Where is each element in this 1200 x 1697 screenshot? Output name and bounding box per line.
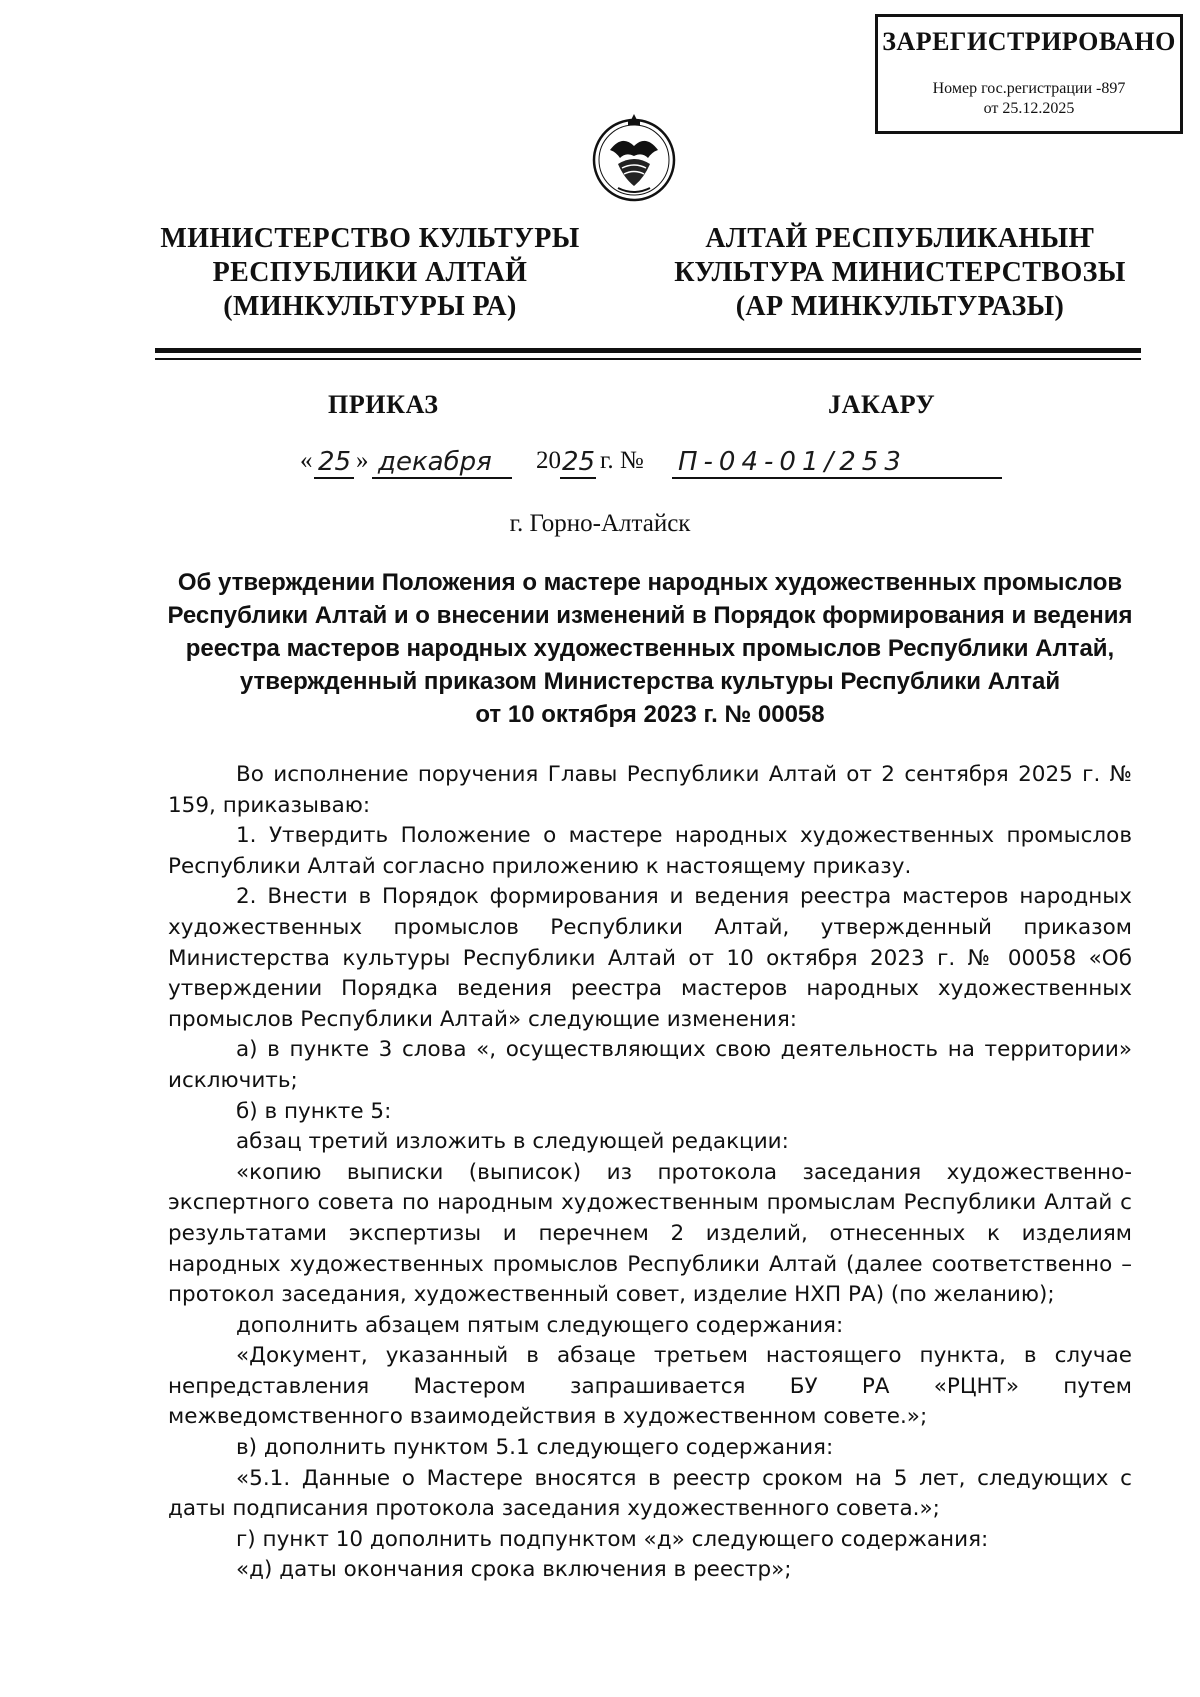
stamp-reg-date: от 25.12.2025 bbox=[983, 100, 1075, 117]
paragraph: б) в пункте 5: bbox=[236, 1098, 392, 1124]
header-line: АЛТАЙ РЕСПУБЛИКАНЫҤ bbox=[705, 223, 1095, 254]
header-divider-thin bbox=[155, 358, 1141, 360]
stamp-reg-number: Номер гос.регистрации -897 bbox=[932, 80, 1126, 97]
paragraph: «5.1. Данные о Мастере вносятся в реестр сроком на 5 лет, следующих с даты подписания протокола заседания художественного совета.»; bbox=[168, 1465, 1132, 1522]
title-line: утвержденный приказом Министерства культуры Республики Алтай bbox=[239, 668, 1061, 695]
year-tail: г. № bbox=[600, 447, 644, 474]
doc-type-russian: ПРИКАЗ bbox=[328, 390, 439, 419]
quote-close: » bbox=[356, 447, 369, 474]
paragraph: в) дополнить пунктом 5.1 следующего содержания: bbox=[236, 1435, 834, 1461]
city: г. Горно-Алтайск bbox=[509, 510, 691, 537]
paragraph: абзац третий изложить в следующей редакции: bbox=[236, 1129, 789, 1155]
header-line: РЕСПУБЛИКИ АЛТАЙ bbox=[212, 257, 528, 288]
paragraph: «копию выписки (выписок) из протокола заседания художественно-экспертного совета по народным художественным промыслам Республики Алтай с результатами экспертизы и перечнем 2 изделий, отнесенных к изделиям народных художественных промыслов Республики Алтай (далее соответственно – протокол заседания, художественный совет, изделие НХП РА) (по желанию); bbox=[168, 1159, 1132, 1308]
paragraph: «д) даты окончания срока включения в реестр»; bbox=[236, 1557, 792, 1583]
paragraph: а) в пункте 3 слова «, осуществляющих свою деятельность на территории» исключить; bbox=[168, 1037, 1132, 1093]
title-line: от 10 октября 2023 г. № 00058 bbox=[475, 701, 825, 728]
header-line: (АР МИНКУЛЬТУРАЗЫ) bbox=[735, 291, 1065, 322]
coat-of-arms-icon bbox=[588, 106, 680, 206]
month-underline bbox=[372, 477, 512, 479]
document-title bbox=[160, 566, 1140, 731]
paragraph: «Документ, указанный в абзаце третьем настоящего пункта, в случае непредставления Мастером запрашивается БУ РА «РЦНТ» путем межведомственного взаимодействия в художественном совете.»; bbox=[168, 1343, 1132, 1430]
document-body bbox=[168, 760, 1132, 1586]
handwritten-year-suffix: 25 bbox=[562, 447, 596, 477]
header-line: (МИНКУЛЬТУРЫ РА) bbox=[223, 291, 517, 322]
handwritten-month: декабря bbox=[378, 447, 492, 477]
title-line: Республики Алтай и о внесении изменений в Порядок формирования и ведения bbox=[167, 602, 1133, 629]
date-number-line bbox=[300, 437, 1020, 483]
doc-type-altai: ЈАКАРУ bbox=[828, 390, 936, 419]
quote-open: « bbox=[300, 447, 313, 474]
year-prefix: 20 bbox=[536, 447, 561, 474]
paragraph: 1. Утвердить Положение о мастере народных художественных промыслов Республики Алтай согласно приложению к настоящему приказу. bbox=[168, 823, 1132, 879]
ministry-name-altai bbox=[660, 222, 1140, 324]
paragraph: дополнить абзацем пятым следующего содержания: bbox=[236, 1312, 844, 1338]
header-divider-thick bbox=[155, 348, 1141, 353]
paragraph: Во исполнение поручения Главы Республики Алтай от 2 сентября 2025 г. № 159, приказываю: bbox=[168, 762, 1132, 818]
paragraph: г) пункт 10 дополнить подпунктом «д» следующего содержания: bbox=[236, 1526, 989, 1552]
day-underline bbox=[314, 477, 354, 479]
title-line: реестра мастеров народных художественных промыслов Республики Алтай, bbox=[185, 635, 1115, 662]
year-underline bbox=[560, 477, 596, 479]
title-line: Об утверждении Положения о мастере народных художественных промыслов bbox=[177, 569, 1123, 596]
handwritten-day: 25 bbox=[318, 447, 352, 477]
stamp-title: ЗАРЕГИСТРИРОВАНО bbox=[882, 27, 1176, 56]
header-line: МИНИСТЕРСТВО КУЛЬТУРЫ bbox=[160, 223, 580, 254]
paragraph: 2. Внести в Порядок формирования и ведения реестра мастеров народных художественных промыслов Республики Алтай, утвержденный приказом Министерства культуры Республики Алтай от 10 октября 2023 г. № 00058 «Об утверждении Порядка ведения реестра мастеров народных художественных промыслов Республики Алтай» следующие изменения: bbox=[168, 884, 1132, 1032]
number-underline bbox=[672, 477, 1002, 479]
handwritten-number: П-04-01/253 bbox=[678, 447, 907, 477]
registration-stamp bbox=[875, 14, 1183, 134]
ministry-name-russian bbox=[130, 222, 610, 324]
header-line: КУЛЬТУРА МИНИСТЕРСТВОЗЫ bbox=[674, 257, 1126, 288]
